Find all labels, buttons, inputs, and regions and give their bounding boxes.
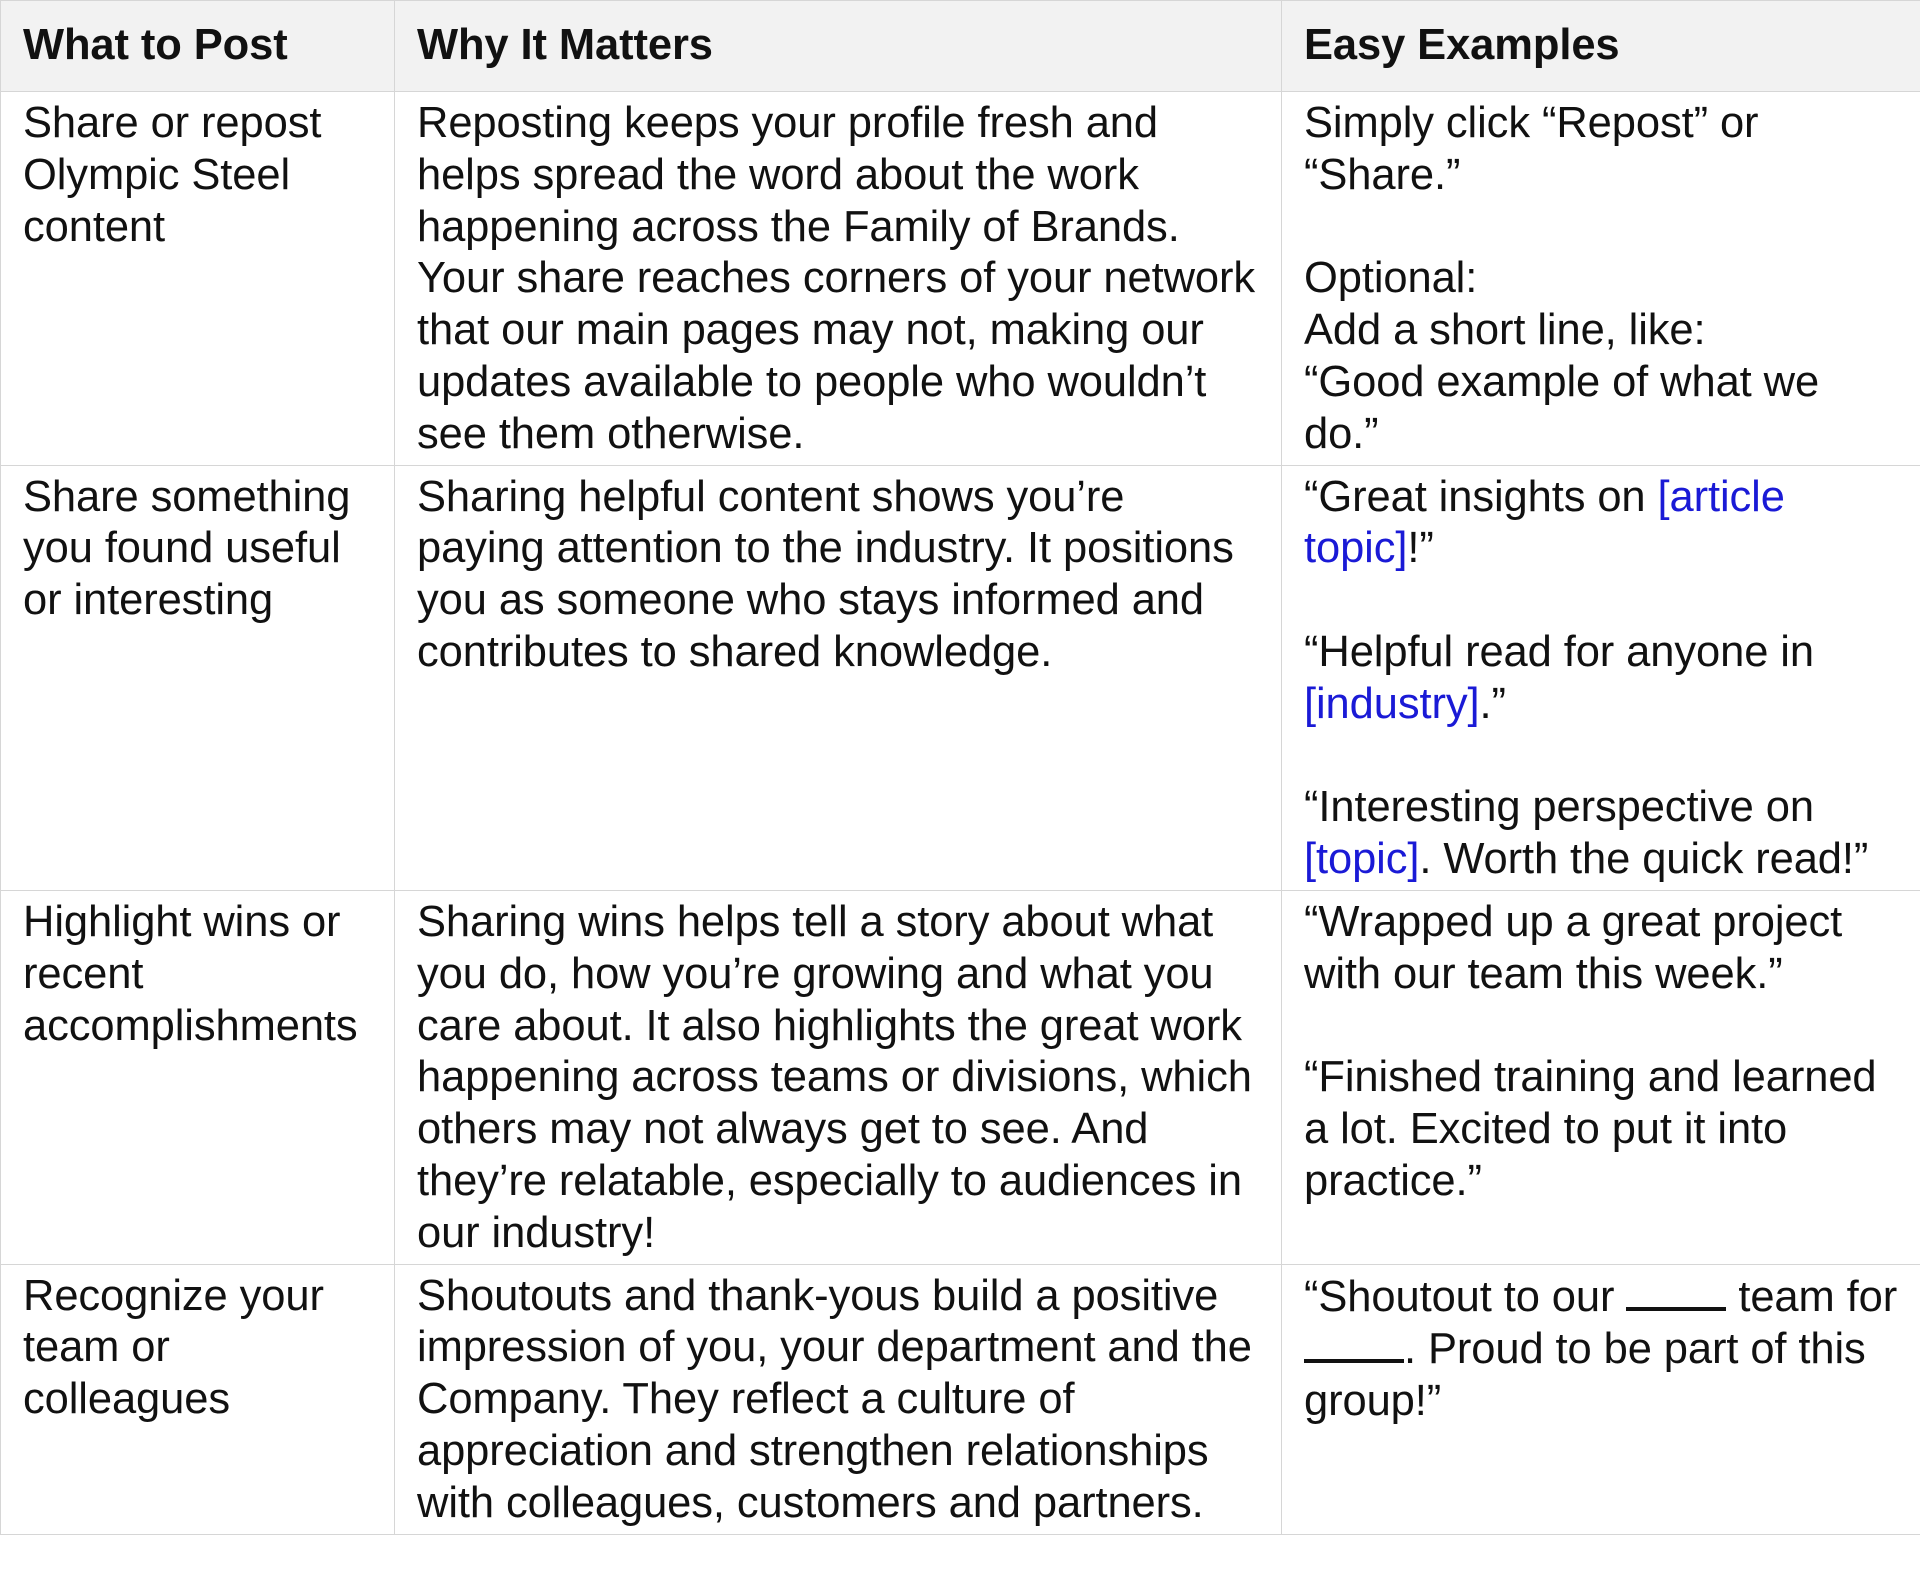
example-text — [1304, 472, 1902, 576]
why-cell: Sharing helpful content shows you’re paying attention to the industry. It positions you as someone who stays informed and contributes to shared knowledge. — [395, 465, 1282, 890]
examples-cell — [1282, 92, 1920, 466]
example-line: Optional: — [1304, 254, 1478, 303]
example-fragment: “Great insights on — [1304, 472, 1658, 521]
what-cell: Highlight wins or recent accomplishments — [1, 890, 395, 1264]
example-text — [1304, 627, 1902, 731]
what-cell: Share or repost Olympic Steel content — [1, 92, 395, 466]
table-row — [1, 465, 1920, 890]
table-row — [1, 890, 1920, 1264]
example-fragment: . Worth the quick read!” — [1419, 835, 1869, 884]
example-fragment: “Shoutout to our — [1304, 1272, 1627, 1321]
table-row — [1, 92, 1920, 466]
example-fragment: “Helpful read for anyone in — [1304, 627, 1814, 676]
header-easy-examples: Easy Examples — [1282, 1, 1920, 92]
example-fragment: . Proud to be part of this group!” — [1304, 1325, 1866, 1426]
example-fragment: !” — [1407, 524, 1434, 573]
example-line: “Good example of what we do.” — [1304, 357, 1820, 458]
examples-cell — [1282, 465, 1920, 890]
table-row — [1, 1264, 1920, 1534]
header-what-to-post: What to Post — [1, 1, 395, 92]
example-text — [1304, 1271, 1902, 1428]
example-text: “Wrapped up a great project with our team this week.” — [1304, 897, 1843, 998]
example-text: Simply click “Repost” or “Share.” — [1304, 99, 1759, 199]
example-text: “Finished training and learned a lot. Excited to put it into practice.” — [1304, 1053, 1877, 1205]
why-cell: Sharing wins helps tell a story about what you do, how you’re growing and what you care about. It also highlights the great work happening across teams or divisions, which others may not always get to see. And they’re relatable, especially to audiences in our industry! — [395, 890, 1282, 1264]
why-cell: Reposting keeps your profile fresh and helps spread the word about the work happening across the Family of Brands. Your share reaches corners of your network that our main pages may not, making our updates available to people who wouldn’t see them otherwise. — [395, 92, 1282, 466]
fill-in-blank — [1304, 1323, 1404, 1363]
example-fragment: team for — [1726, 1272, 1898, 1321]
example-fragment: “Interesting perspective on — [1304, 783, 1814, 832]
examples-cell — [1282, 1264, 1920, 1534]
example-line: Add a short line, like: — [1304, 306, 1706, 355]
what-cell: Recognize your team or colleagues — [1, 1264, 395, 1534]
placeholder-text: [article topic] — [1304, 472, 1785, 573]
fill-in-blank — [1626, 1271, 1726, 1311]
what-cell: Share something you found useful or interesting — [1, 465, 395, 890]
header-row — [1, 1, 1920, 92]
placeholder-text: [industry] — [1304, 679, 1480, 728]
example-fragment: .” — [1479, 679, 1506, 728]
placeholder-text: [topic] — [1304, 835, 1420, 884]
example-optional — [1304, 253, 1902, 460]
example-text — [1304, 782, 1902, 886]
header-why-it-matters: Why It Matters — [395, 1, 1282, 92]
examples-cell — [1282, 890, 1920, 1264]
why-cell: Shoutouts and thank-yous build a positive impression of you, your department and the Company. They reflect a culture of appreciation and strengthen relationships with colleagues, customers and partners. — [395, 1264, 1282, 1534]
